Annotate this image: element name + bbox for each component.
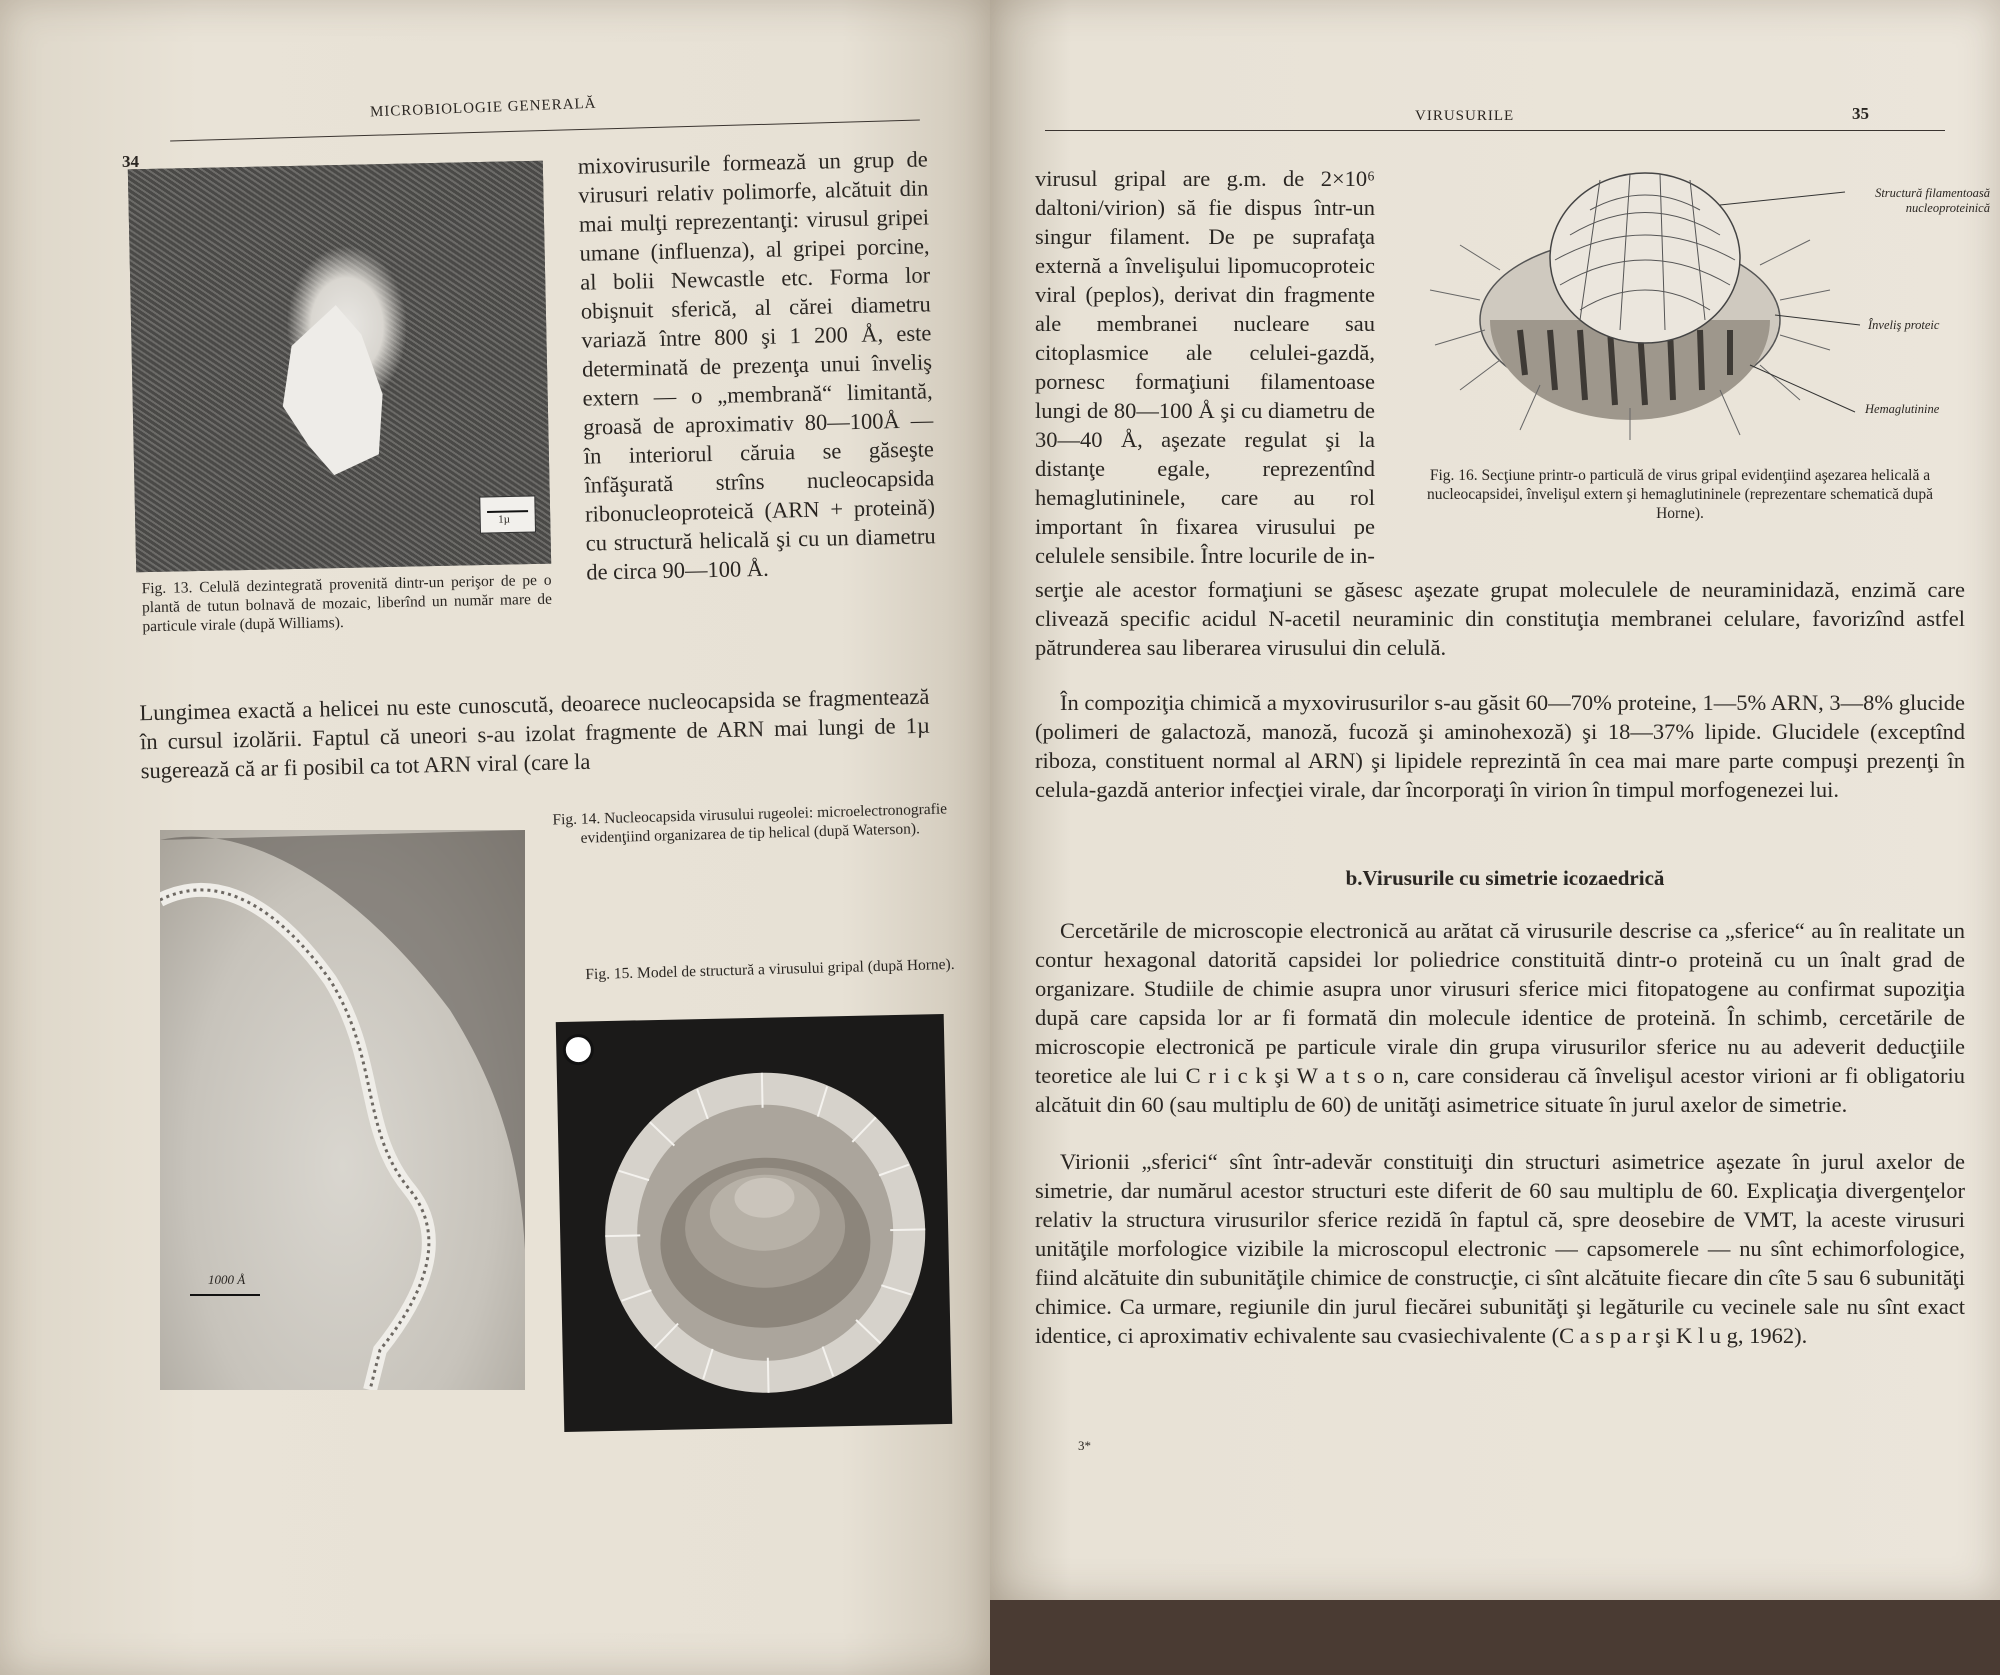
fig13-scale-label: 1µ bbox=[498, 513, 511, 526]
left-head-rule bbox=[170, 120, 920, 142]
left-running-head: MICROBIOLOGIE GENERALĂ bbox=[369, 95, 597, 121]
signature-mark: 3* bbox=[1078, 1438, 1091, 1453]
fig14-caption: Fig. 14. Nucleocapsida virusului rugeolei: microelectronografie evidenţiind organizarea de tip helical (după Waterson). bbox=[552, 800, 948, 847]
fig13-caption: Fig. 13. Celulă dezintegrată provenită dintr-un perişor de pe o plantă de tutun bolnavă de mozaic, liberînd un număr mare de particule virale (după Williams). bbox=[141, 571, 553, 636]
left-column-text: mixovirusurile formează un grup de virusuri relativ polimorfe, alcătuit din mai mulţi reprezentanţi: virusul gripei umane (influenza), al gripei porcine, al bolii Newcastle etc. Forma lor obişnuit sferică, al cărei diametru variază între 800 şi 1 200 Å, este determinată de prezenţa unui înveliş extern — o „membrană“ limitantă, groasă de aproximativ 80—100Å — în interiorul căruia se găseşte înfăşurată strîns nucleocapsida ribonucleoproteică (ARN + proteină) cu structură helicală şi cu un diametru de circa 90—100 Å. bbox=[577, 146, 936, 585]
right-para4: Virionii „sferici“ sînt într-adevăr constituiţi din structuri asimetrice aşezate în jurul axelor de simetrie, dar numărul acestor structuri este diferit de 60 sau multiplu de 60. Explicaţia divergenţelor relativ la structura virusurilor sferice rezidă în faptul că, spre deosebire de VMT, la aceste virusuri unităţile morfologice vizibile la microscopul electronic — capsomerele — nu sînt echimorfologice, fiind alcătuite din subunităţile chimice de construcţie, ci sînt alcătuite fiecare din cîte 5 sau 6 subunităţi chimice. Ca urmare, regiunile din jurul fiecărei subunităţi şi legăturile cu vecinele sale nu sînt exact identice, ci aproximativ echivalente sau cvasiechivalente (C a s p a r şi K l u g, 1962). bbox=[1035, 1149, 1965, 1348]
fig16-label-envelope: Înveliş proteic bbox=[1868, 318, 1940, 332]
fig15-caption: Fig. 15. Model de structură a virusului gripal (după Horne). bbox=[585, 955, 955, 984]
left-full-width-text: Lungimea exactă a helicei nu este cunoscută, deoarece nucleocapsida se fragmentează în cursul izolării. Faptul că uneori s-au izolat fragmente de ARN mai lungi de 1µ sugerează că ar fi posibil ca tot ARN viral (care la bbox=[139, 683, 931, 784]
right-page-number: 35 bbox=[1852, 104, 1869, 123]
fig13-photo bbox=[128, 161, 551, 573]
fig13-texture bbox=[128, 161, 551, 573]
right-para2: În compoziţia chimică a myxovirusurilor s-au găsit 60—70% proteine, 1—5% ARN, 3—8% glucide (polimeri de galactoză, manoză, fucoză şi aminohexoză) şi 18—37% lipide. Glucidele (exceptînd riboza, constituent normal al ARN) şi lipidele reprezintă în cea mai mare parte compuşi prezenţi în celula-gazdă anterior infecţiei virale, dar încorporaţi în virion în timpul morfogenezei lui. bbox=[1035, 690, 1965, 802]
right-page bbox=[990, 0, 2000, 1600]
fig16-caption: Fig. 16. Secţiune printr-o particulă de virus gripal evidenţiind aşezarea helicală a nucleocapsidei, învelişul extern şi hemaglutininele (reprezentare schematică după Horne). bbox=[1426, 467, 1934, 522]
fig14-helix bbox=[160, 830, 525, 1390]
right-head-rule bbox=[1045, 130, 1945, 131]
left-page bbox=[0, 0, 990, 1675]
fig16-label-hemagglutinin: Hemaglutinine bbox=[1865, 402, 1940, 416]
right-running-head: VIRUSURILE bbox=[1415, 108, 1515, 124]
fig14-scale-label: 1000 Å bbox=[208, 1272, 246, 1287]
fig14-photo bbox=[160, 830, 525, 1390]
fig15-photo bbox=[556, 1014, 953, 1432]
fig15-model bbox=[556, 1014, 953, 1432]
right-para3: Cercetările de microscopie electronică au arătat că virusurile descrise ca „sferice“ au în realitate un contur hexagonal datorită capsidei lor poliedrice constituită dintr-o proteină cu un înalt grad de organizare. Studiile de chimie asupra unor virusuri sferice mici fitopatogene au confirmat supoziţia după care capsida lor ar fi formată din molecule identice de proteină. În schimb, cercetările de microscopie electronică pe particule virale din grupa virusurilor sferice nu au adeverit deducţiile teoretice ale lui C r i c k şi W a t s o n, care considerau că învelişul acestor virioni ar fi obligatoriu alcătuit din 60 (sau multiplu de 60) de unităţi asimetrice situate în jurul axelor de simetrie. bbox=[1035, 918, 1965, 1117]
right-para1-rest: serţie ale acestor formaţiuni se găsesc aşezate grupat moleculele de neuraminidază, enzimă care clivează specific acidul N-acetil neuraminic din constituţia membranei celulare, favorizînd astfel pătrunderea sau liberarea virusului din celulă. bbox=[1035, 577, 1965, 660]
left-page-number: 34 bbox=[122, 152, 139, 171]
fig16-label-structure: Structură filamentoasă nucleoproteinică bbox=[1875, 186, 1990, 215]
right-column-text: virusul gripal are g.m. de 2×10⁶ daltoni/virion) să fie dispus într-un singur filament. De pe suprafaţa externă a învelişului lipomucoproteic viral (peplos), derivat din fragmente ale membranei nucleare sau citoplasmice ale celulei-gazdă, pornesc formaţiuni filamentoase lungi de 80—100 Å şi cu diametru de 30—40 Å, aşezate regulat şi la distanţe egale, reprezentînd hemaglutininele, care au rol important în fixarea virusului pe celulele sensibile. Între locurile de in- bbox=[1035, 166, 1375, 568]
section-title: b.Virusurile cu simetrie icozaedrică bbox=[1345, 866, 1665, 890]
